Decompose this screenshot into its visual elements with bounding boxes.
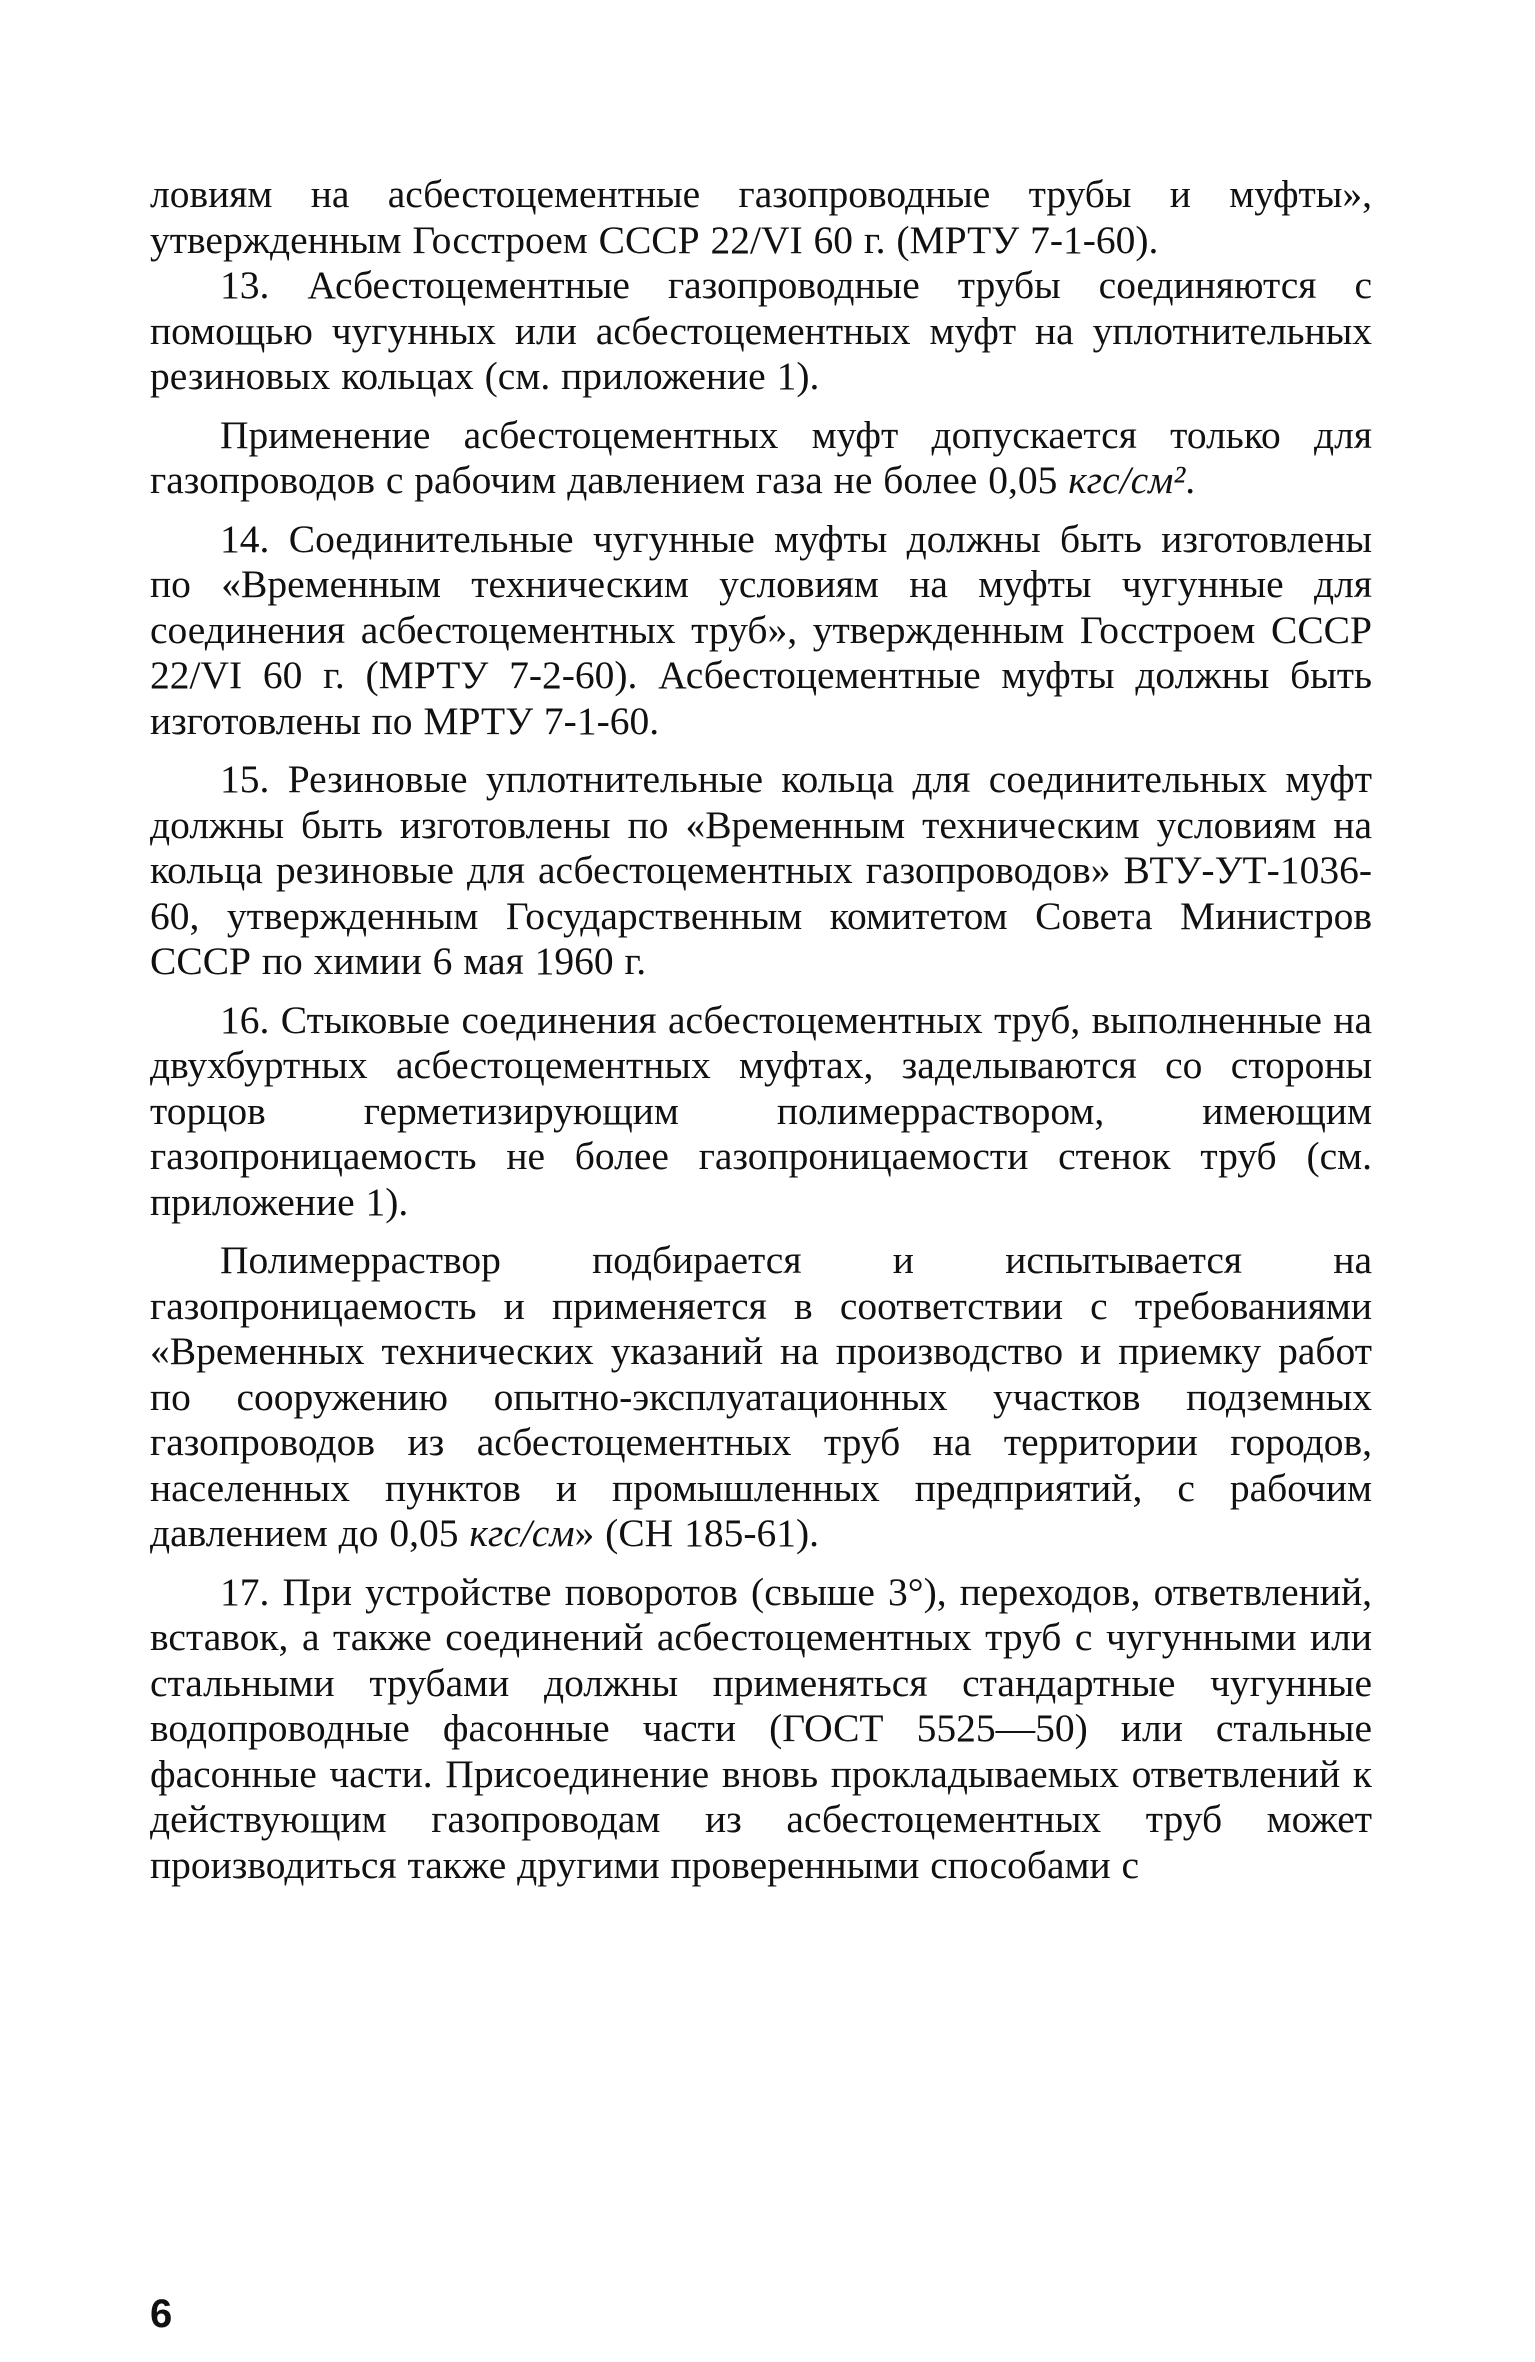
paragraph-14: 14. Соединительные чугунные муфты должны быть изготовлены по «Временным техническим условиям на муфты чугунные для соединения асбестоцементных труб», утвержденным Госстроем СССР 22/VI 60 г. (МРТУ 7-2-60). Асбестоцементные муфты должны быть изготовлены по МРТУ 7-1-60. xyxy=(150,516,1372,743)
paragraph-continuation: ловиям на асбестоцементные газопроводные трубы и муфты», утвержденным Госстроем СССР 22/VI 60 г. (МРТУ 7-1-60). xyxy=(150,172,1372,262)
paragraph-text-end: . xyxy=(1185,458,1196,502)
paragraph-13: 13. Асбестоцементные газопроводные трубы соединяются с помощью чугунных или асбестоцементных муфт на уплотнительных резиновых кольцах (см. приложение 1). xyxy=(150,263,1372,398)
paragraph-16: 16. Стыковые соединения асбестоцементных труб, выполненные на двухбуртных асбестоцементных муфтах, заделываются со стороны торцов герметизирующим полимерраствором, имеющим газопроницаемость не более газопроницаемости стенок труб (см. приложение 1). xyxy=(150,997,1372,1224)
document-page xyxy=(150,172,1372,2302)
paragraph-15: 15. Резиновые уплотнительные кольца для соединительных муфт должны быть изготовлены по «Временным техническим условиям на кольца резиновые для асбестоцементных газопроводов» ВТУ-УТ-1036-60, утвержденным Государственным комитетом Совета Министров СССР по химии 6 мая 1960 г. xyxy=(150,757,1372,983)
paragraph-text-end: » (СН 185-61). xyxy=(574,1511,820,1555)
paragraph-13-pressure-limit xyxy=(150,413,1372,504)
paragraph-text: Полимерраствор подбирается и испытывается на газопроницаемость и применяется в соответствии с требованиями «Временных технических указаний на производство и приемку работ по сооружению опытно-эксплуатационных участков подземных газопроводов из асбестоцементных труб на территории городов, населенных пунктов и промышленных предприятий, с рабочим давлением до 0,05 xyxy=(150,1238,1372,1555)
page-number: 6 xyxy=(150,2292,173,2336)
unit-kgs-cm: кгс/см xyxy=(469,1511,575,1555)
paragraph-17: 17. При устройстве поворотов (свыше 3°), переходов, ответвлений, вставок, а также соединений асбестоцементных труб с чугунными или стальными трубами должны применяться стандартные чугунные водопроводные фасонные части (ГОСТ 5525—50) или стальные фасонные части. Присоединение вновь прокладываемых ответвлений к действующим газопроводам из асбестоцементных труб может производиться также другими проверенными способами с xyxy=(150,1569,1372,1887)
paragraph-text: Применение асбестоцементных муфт допускается только для газопроводов с рабочим давлением газа не более 0,05 xyxy=(150,412,1372,502)
unit-kgs-cm2: кгс/см² xyxy=(1068,458,1186,502)
paragraph-16-polymer xyxy=(150,1238,1372,1557)
